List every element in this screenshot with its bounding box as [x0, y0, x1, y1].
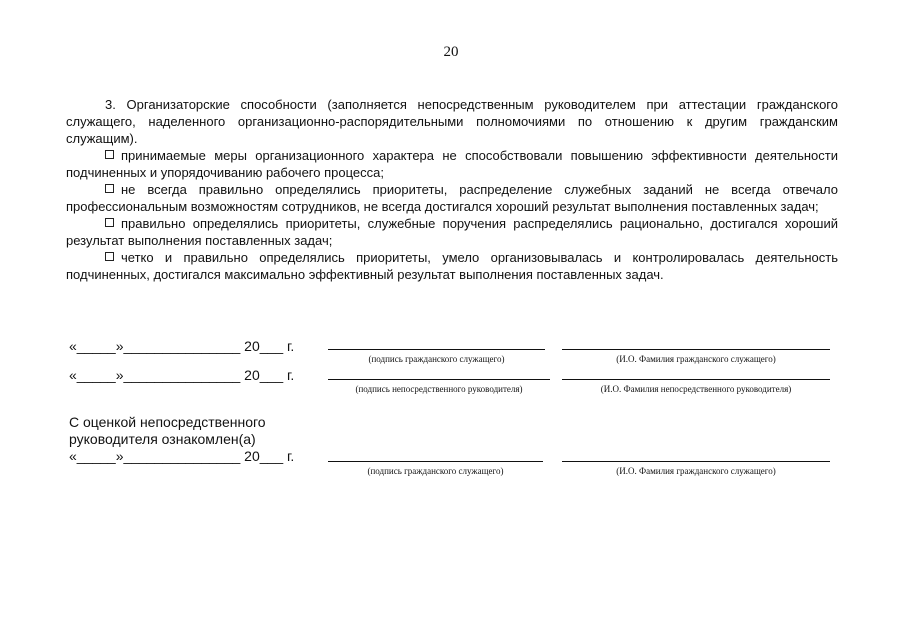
option-text: четко и правильно определялись приоритеты, умело организовывалась и контролировалась деятельность подчиненных, достигался максимально эффективный результат выполнения поставленных задач. [66, 250, 838, 282]
option-item [66, 249, 838, 283]
name-line[interactable] [562, 349, 830, 350]
name-line[interactable] [562, 461, 830, 462]
option-text: принимаемые меры организационного характера не способствовали повышению эффективности деятельности подчиненных и упорядочиванию рабочего процесса; [66, 148, 838, 180]
page-number: 20 [443, 44, 459, 60]
acknowledgement-line-2: руководителя ознакомлен(а) [69, 431, 256, 447]
option-item [66, 147, 838, 181]
signature-line[interactable] [328, 349, 545, 350]
checkbox-icon[interactable] [105, 150, 114, 159]
checkbox-icon[interactable] [105, 252, 114, 261]
date-field[interactable]: «_____»_______________ 20___ г. [69, 338, 295, 354]
signature-caption: (подпись непосредственного руководителя) [355, 384, 523, 394]
name-caption: (И.О. Фамилия гражданского служащего) [616, 354, 776, 364]
employee-signature-block [328, 349, 545, 365]
acknowledgement-line-1: С оценкой непосредственного [69, 414, 266, 430]
signature-line[interactable] [328, 461, 543, 462]
option-item [66, 215, 838, 249]
signature-line[interactable] [328, 379, 550, 380]
manager-signature-block [328, 379, 550, 395]
signature-caption: (подпись гражданского служащего) [368, 354, 505, 364]
date-field[interactable]: «_____»_______________ 20___ г. [69, 367, 295, 383]
name-line[interactable] [562, 379, 830, 380]
section-heading: 3. Организаторские способности (заполняется непосредственным руководителем при аттестации гражданского служащего, наделенного организационно-распорядительными полномочиями по отношению к другим гражданским служащим). [66, 97, 838, 146]
acknowledgement-name-block [562, 461, 830, 477]
option-text: не всегда правильно определялись приоритеты, распределение служебных заданий не всегда отвечало профессиональным возможностям сотрудников, не всегда достигался хороший результат выполнения поставленных задач; [66, 182, 838, 214]
checkbox-icon[interactable] [105, 184, 114, 193]
signature-caption: (подпись гражданского служащего) [367, 466, 504, 476]
option-item [66, 181, 838, 215]
name-caption: (И.О. Фамилия гражданского служащего) [616, 466, 776, 476]
name-caption: (И.О. Фамилия непосредственного руководителя) [600, 384, 792, 394]
date-field[interactable]: «_____»_______________ 20___ г. [69, 448, 295, 464]
option-text: правильно определялись приоритеты, служебные поручения распределялись рационально, достигался хороший результат выполнения поставленных задач; [66, 216, 838, 248]
checkbox-icon[interactable] [105, 218, 114, 227]
manager-name-block [562, 379, 830, 395]
acknowledgement-signature-block [328, 461, 543, 477]
organizational-skills-section [66, 96, 838, 283]
employee-name-block [562, 349, 830, 365]
acknowledgement-block [69, 414, 266, 448]
